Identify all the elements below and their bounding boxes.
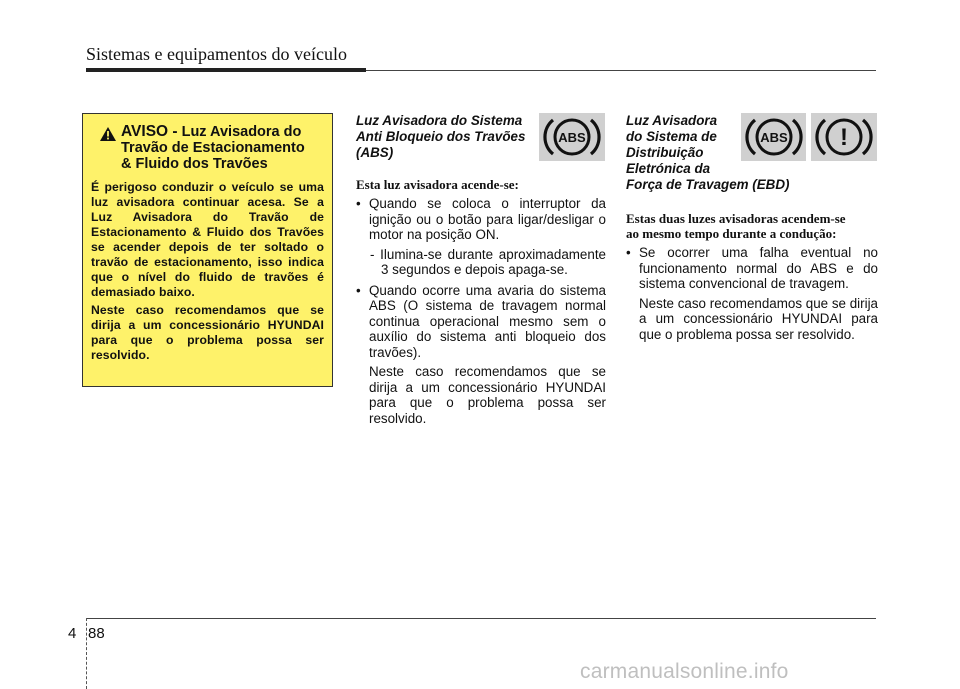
abs-warning-icon <box>539 113 605 161</box>
warning-title-line2: Travão de Estacionamento <box>121 140 305 156</box>
abs-sub-1: - Ilumina-se durante aproximadamente 3 segundos e depois apaga-se. <box>370 246 606 277</box>
header-rule-thin <box>366 70 876 71</box>
ebd-abs-icon-text: ABS <box>759 130 788 145</box>
ebd-title-line4: Eletrónica da <box>626 161 711 176</box>
footer-page-number: 88 <box>88 625 105 642</box>
footer-rule <box>86 618 876 619</box>
abs-lead: Esta luz avisadora acende-se: <box>356 177 519 192</box>
abs-icon <box>542 115 602 159</box>
warning-label: AVISO - <box>121 123 178 140</box>
watermark: carmanualsonline.info <box>580 660 789 683</box>
abs-icon-text: ABS <box>558 130 586 145</box>
warning-paragraph-2: Neste caso recomendamos que se dirija a um concessionário HYUNDAI para que o problema possa ser resolvido. <box>91 303 324 362</box>
ebd-paragraph: Neste caso recomendamos que se dirija a um concessionário HYUNDAI para que o problema possa ser resolvido. <box>639 295 878 342</box>
ebd-abs-warning-icon <box>741 113 806 161</box>
abs-bullet-1: • Quando se coloca o interruptor da ignição ou o botão para ligar/desligar o motor na posição ON. <box>356 196 606 243</box>
abs-title-line2: Anti Bloqueio dos Travões <box>356 129 526 144</box>
warning-title-line1: Luz Avisadora do <box>181 124 302 140</box>
warning-paragraph-1: É perigoso conduzir o veículo se uma luz avisadora continuar acesa. Se a Luz Avisadora do Travão de Estacionamento & Fluido dos Travões se acender depois de ter soltado o travão de estacionamento, isso indica que o nível do fluido de travões é demasiado baixo. <box>91 180 324 299</box>
ebd-title-line1: Luz Avisadora <box>626 113 718 128</box>
warning-box <box>82 113 333 387</box>
ebd-title-line5: Força de Travagem (EBD) <box>626 177 790 192</box>
brake-warning-icon <box>811 113 877 161</box>
ebd-lead-line2: ao mesmo tempo durante a condução: <box>626 226 837 241</box>
abs-paragraph: Neste caso recomendamos que se dirija a um concessionário HYUNDAI para que o problema possa ser resolvido. <box>369 364 606 426</box>
ebd-lead-line1: Estas duas luzes avisadoras acendem-se <box>626 211 846 226</box>
abs-icon <box>744 115 804 159</box>
abs-title-line3: (ABS) <box>356 145 394 160</box>
exclamation-icon <box>814 115 874 159</box>
exclamation-icon-text: ! <box>840 124 848 151</box>
page-header-title: Sistemas e equipamentos do veículo <box>86 44 347 64</box>
ebd-title-line3: Distribuição <box>626 145 704 160</box>
ebd-lead <box>626 211 878 241</box>
warning-heading <box>91 124 324 172</box>
header-rule <box>86 68 366 72</box>
ebd-title-line2: do Sistema de <box>626 129 717 144</box>
footer-section-number: 4 <box>68 625 77 642</box>
abs-bullet-2: • Quando ocorre uma avaria do sistema ABS (O sistema de travagem normal continua operacional mesmo sem o auxílio do sistema anti bloqueio dos travões). <box>356 283 606 361</box>
ebd-bullet-1: • Se ocorrer uma falha eventual no funcionamento normal do ABS e do sistema convencional de travagem. <box>626 245 878 292</box>
warning-title-line3: & Fluido dos Travões <box>121 156 268 172</box>
abs-title-line1: Luz Avisadora do Sistema <box>356 113 523 128</box>
warning-triangle-icon <box>99 126 117 142</box>
